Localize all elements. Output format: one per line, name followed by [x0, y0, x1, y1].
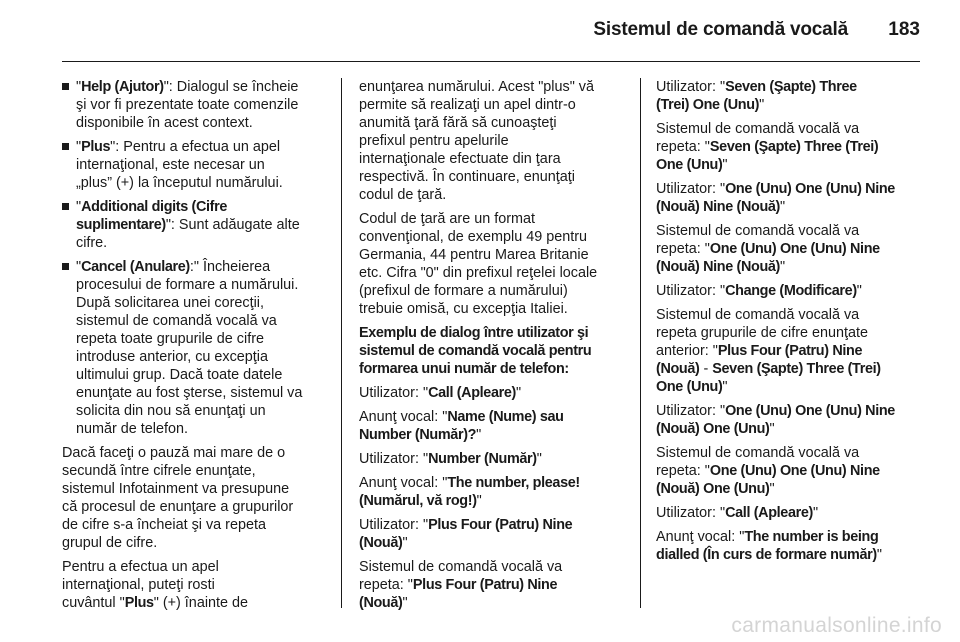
- section-title: Sistemul de comandă vocală: [593, 19, 848, 40]
- bullet-plus: "Plus": Pentru a efectua un apel internaţional, este necesar un „plus” (+) la începutul numărului.: [62, 138, 334, 192]
- dialog-line: Sistemul de comandă vocală va repeta: "Seven (Şapte) Three (Trei) One (Unu)": [656, 121, 879, 173]
- command-term: One (Unu) One (Unu) Nine (Nouă) One (Unu): [656, 463, 880, 497]
- dialog-line: Utilizator: "Call (Apleare)": [656, 505, 819, 521]
- command-term: Cancel (Anulare): [81, 259, 190, 275]
- dialog-line: Sistemul de comandă vocală va repeta: "One (Unu) One (Unu) Nine (Nouă) One (Unu)": [656, 445, 880, 497]
- command-term: Plus Four (Patru) Nine (Nouă): [656, 343, 863, 377]
- command-term: One (Unu) One (Unu) Nine (Nouă) Nine (Nouă): [656, 241, 880, 275]
- column-divider-1: [341, 78, 342, 608]
- paragraph-country-code: Codul de ţară are un format convenţional, de exemplu 49 pentru Germania, 44 pentru Marea Britanie etc. Cifra "0" din prefixul reţelei locale (prefixul de formare a numărului) trebuie omisă, cu excepţia Italiei.: [359, 211, 598, 317]
- command-term: Seven (Şapte) Three (Trei) One (Unu): [656, 361, 881, 395]
- bullet-square-icon: [62, 263, 69, 270]
- dialog-line: Utilizator: "Number (Număr)": [359, 451, 542, 467]
- command-term: The number, please! (Numărul, vă rog!): [359, 475, 580, 509]
- page-header: [0, 0, 960, 62]
- command-term: Call (Apleare): [725, 505, 813, 521]
- command-term: One (Unu) One (Unu) Nine (Nouă) One (Unu): [656, 403, 895, 437]
- dialog-line: Anunţ vocal: "The number, please! (Numărul, vă rog!)": [359, 475, 580, 509]
- dialog-line: Anunţ vocal: "The number is being dialled (În curs de formare număr)": [656, 529, 882, 563]
- paragraph-pause: Dacă faceţi o pauză mai mare de o secundă între cifrele enunţate, sistemul Infotainment va presupune că procesul de enunţare a grupurilor de cifre s-a încheiat şi va repeta grupul de cifre.: [62, 445, 294, 551]
- bullet-additional-digits: "Additional digits (Cifre suplimentare)": Sunt adăugate alte cifre.: [62, 198, 334, 252]
- paragraph-plus-continued: enunţarea numărului. Acest "plus" vă permite să realizaţi un apel dintr-o anumită ţară fără să cunoaşteţi prefixul pentru apelurile internaţionale efectuate din ţara respectivă. În continuare, enunţaţi codul de ţară.: [359, 79, 595, 203]
- text-column-1: [62, 78, 334, 618]
- dialog-line: Utilizator: "One (Unu) One (Unu) Nine (Nouă) One (Unu)": [656, 403, 895, 437]
- command-term: Help (Ajutor): [81, 79, 164, 95]
- command-term: Plus Four (Patru) Nine (Nouă): [359, 517, 573, 551]
- command-term: One (Unu) One (Unu) Nine (Nouă) Nine (Nouă): [656, 181, 895, 215]
- bullet-help: "Help (Ajutor)": Dialogul se încheie şi vor fi prezentate toate comenzile disponibile în acest context.: [62, 78, 334, 132]
- dialog-line: Utilizator: "One (Unu) One (Unu) Nine (Nouă) Nine (Nouă)": [656, 181, 895, 215]
- paragraph-international: Pentru a efectua un apel internaţional, puteţi rosti cuvântul "Plus" (+) înainte de: [62, 559, 249, 611]
- text-column-2: [359, 78, 632, 618]
- column-divider-2: [640, 78, 641, 608]
- dialog-line: Utilizator: "Change (Modificare)": [656, 283, 862, 299]
- command-term: Plus: [124, 595, 154, 611]
- dialog-line: Utilizator: "Seven (Şapte) Three (Trei) One (Unu)": [656, 79, 857, 113]
- bullet-square-icon: [62, 203, 69, 210]
- command-term: Plus: [81, 139, 111, 155]
- text-column-3: [656, 78, 928, 570]
- bullet-square-icon: [62, 143, 69, 150]
- command-term: Seven (Şapte) Three (Trei) One (Unu): [656, 79, 857, 113]
- command-term: Number (Număr): [428, 451, 537, 467]
- command-term: Additional digits (Cifre suplimentare): [76, 199, 228, 233]
- dialog-line: Anunţ vocal: "Name (Nume) sau Number (Număr)?": [359, 409, 564, 443]
- bullet-square-icon: [62, 83, 69, 90]
- command-term: The number is being dialled (În curs de formare număr): [656, 529, 879, 563]
- header-rule: [62, 61, 920, 62]
- dialog-line: Sistemul de comandă vocală va repeta: "One (Unu) One (Unu) Nine (Nouă) Nine (Nouă)": [656, 223, 880, 275]
- dialog-line: Utilizator: "Plus Four (Patru) Nine (Nouă)": [359, 517, 573, 551]
- bullet-cancel: "Cancel (Anulare):" Încheierea procesului de formare a numărului. După solicitarea unei corecţii, sistemul de comandă vocală va repeta toate grupurile de cifre introduse anterior, cu excepţia ultimului grup. Dacă toate datele enunţate au fost şterse, sistemul va solicita din nou să enunţaţi un număr de telefon.: [62, 258, 334, 438]
- dialog-line: Utilizator: "Call (Apleare)": [359, 385, 522, 401]
- command-term: Plus Four (Patru) Nine (Nouă): [359, 577, 558, 611]
- command-term: Name (Nume) sau Number (Număr)?: [359, 409, 564, 443]
- site-watermark: carmanualsonline.info: [731, 614, 942, 637]
- command-term: Call (Apleare): [428, 385, 516, 401]
- command-term: Seven (Şapte) Three (Trei) One (Unu): [656, 139, 879, 173]
- dialog-line: Sistemul de comandă vocală va repeta grupurile de cifre enunţate anterior: "Plus Four (Patru) Nine (Nouă) - Seven (Şapte) Three (Trei) One (Unu)": [656, 307, 881, 395]
- command-term: Change (Modificare): [725, 283, 857, 299]
- dialog-example-heading: Exemplu de dialog între utilizator şi sistemul de comandă vocală pentru formarea unui număr de telefon:: [359, 325, 592, 377]
- dialog-line: Sistemul de comandă vocală va repeta: "Plus Four (Patru) Nine (Nouă)": [359, 559, 563, 611]
- page-number: 183: [888, 19, 920, 40]
